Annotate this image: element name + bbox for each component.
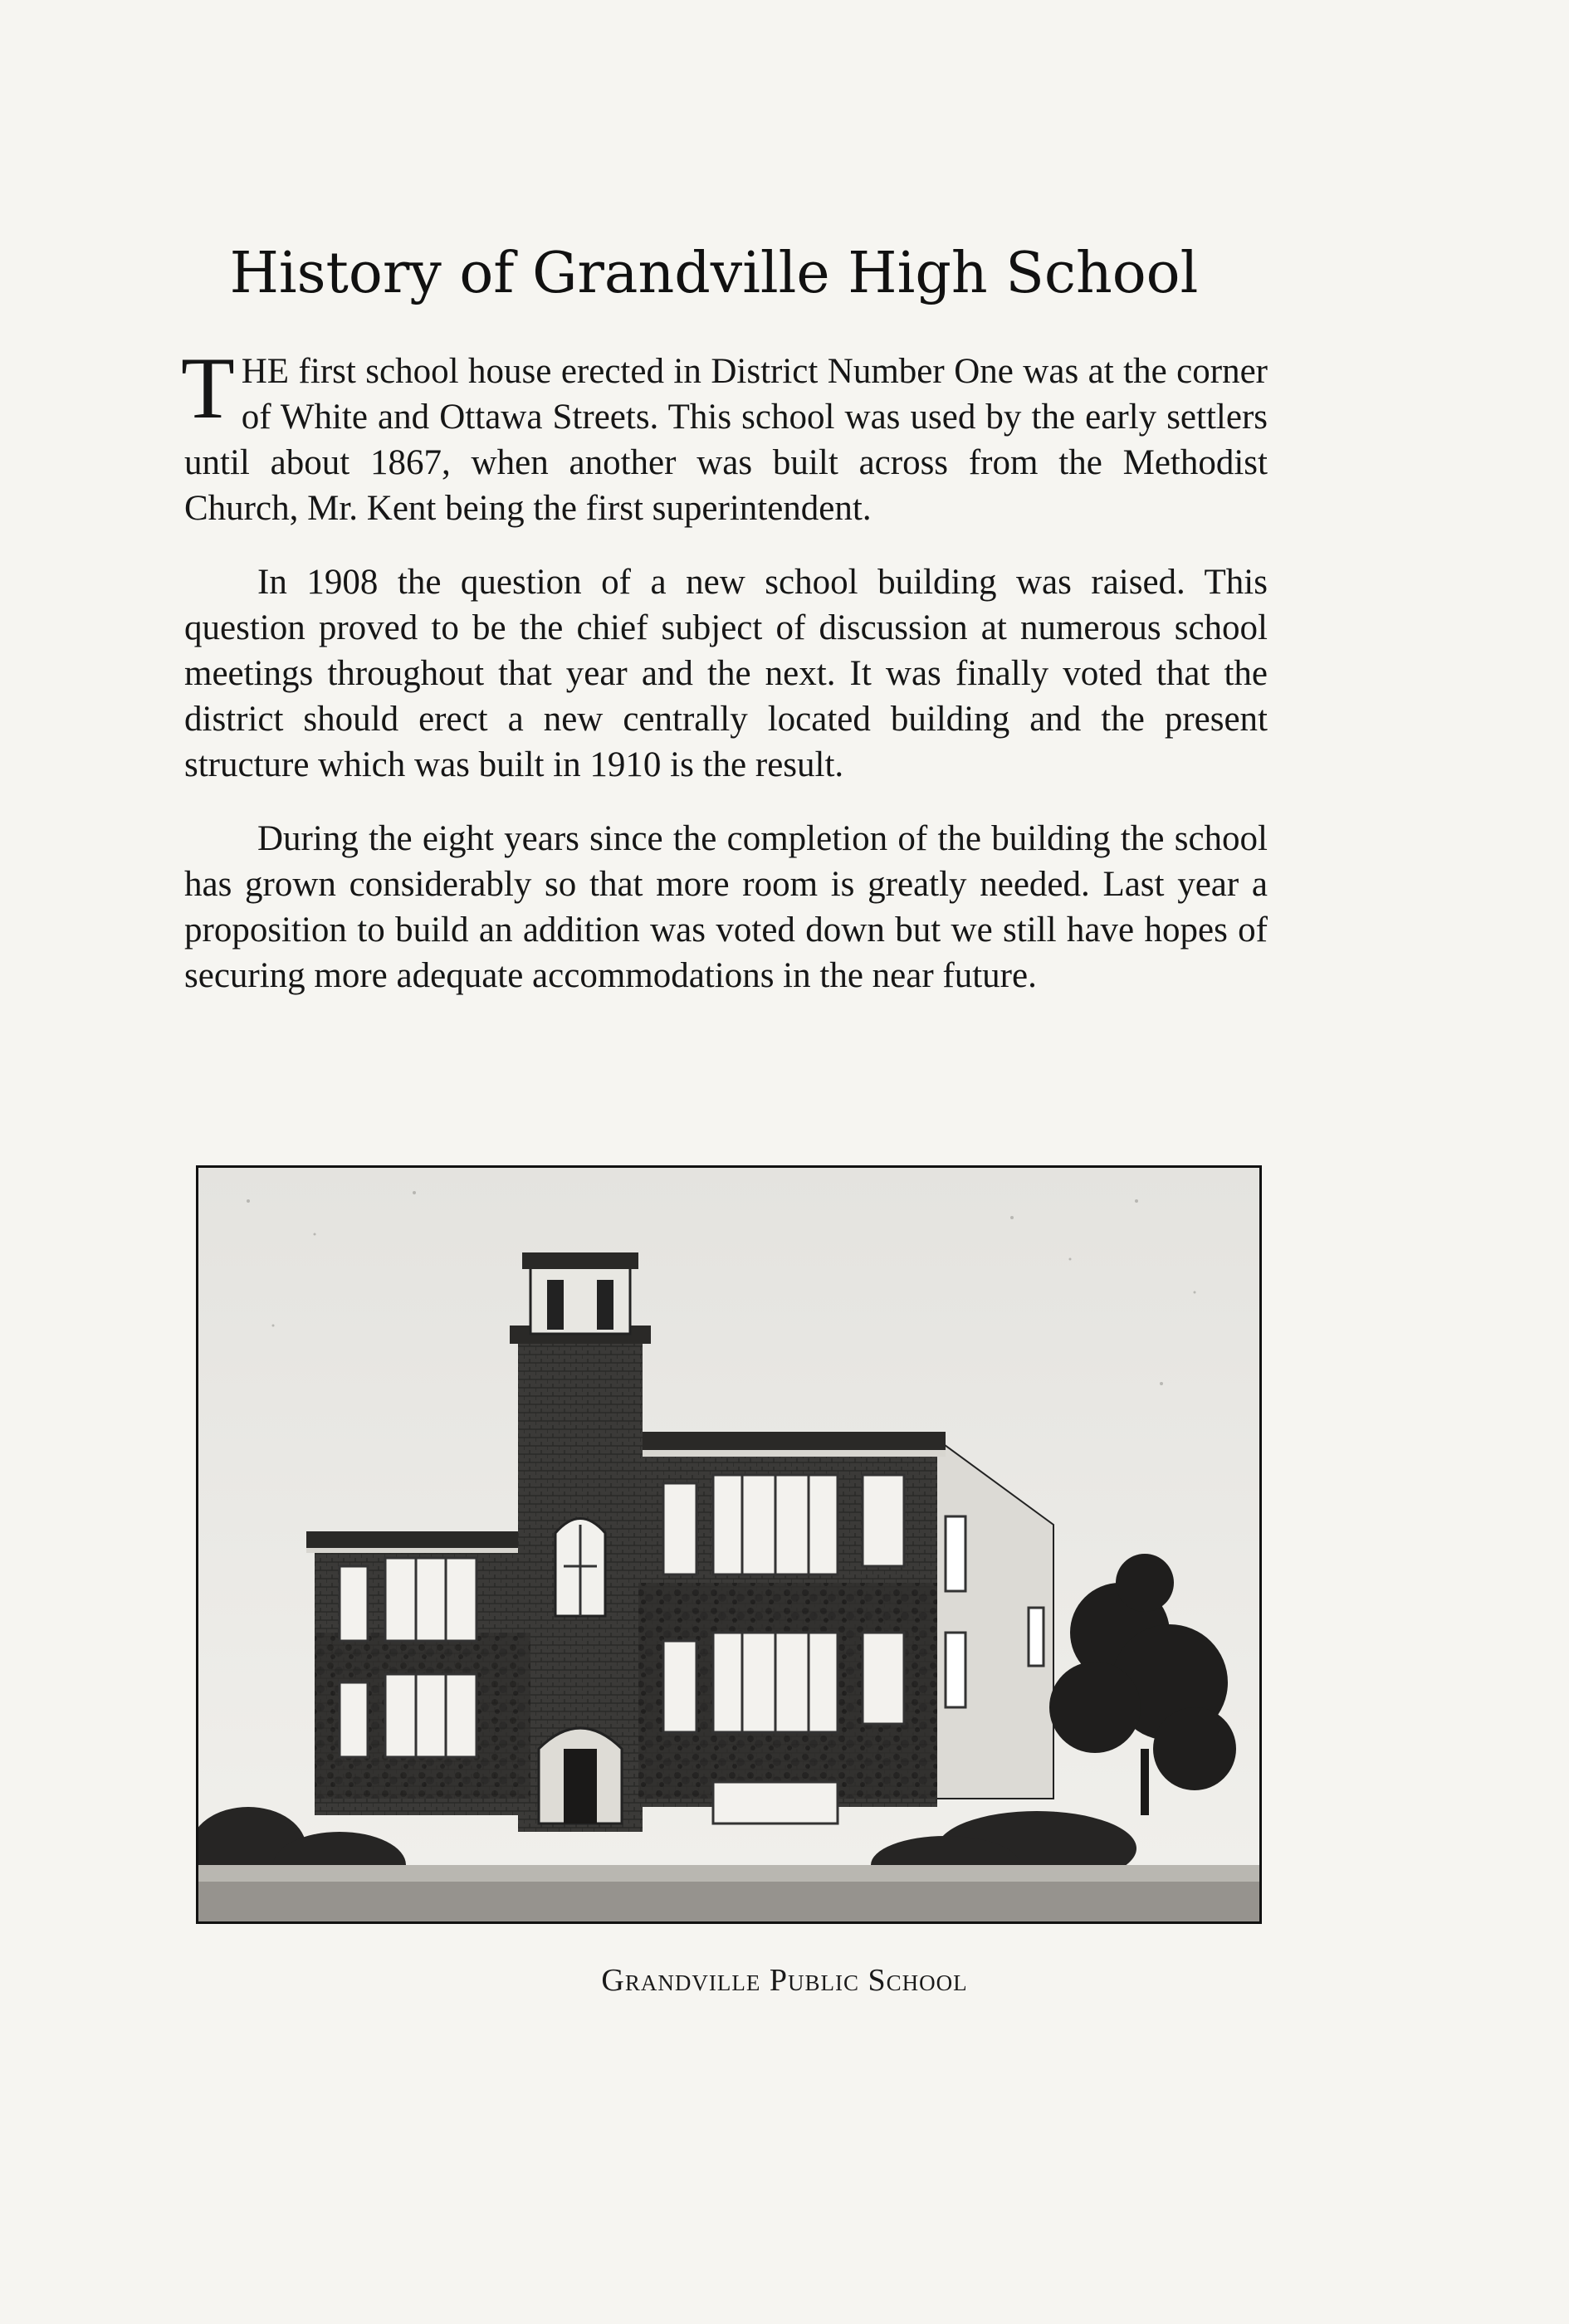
photo-caption: Grandville Public School <box>601 1963 968 1998</box>
paragraph-3: During the eight years since the completion of the building the school has grown considerably so that more room is greatly needed. Last year a proposition to build an addition was voted down but we still have hopes of securing more adequate accommodations in the near future. <box>184 819 1268 995</box>
paragraph-1 <box>181 339 1268 531</box>
article-body <box>181 339 1268 1027</box>
paragraph-1-text: first school house erected in District Number One was at the corner of White and Ottawa Streets. This school was used by the early settlers until about 1867, when another was built across from the Methodist Church, Mr. Kent being the first superintendent. <box>184 352 1268 528</box>
drop-cap: T <box>181 339 235 437</box>
paragraph-2: In 1908 the question of a new school building was raised. This question proved to be the chief subject of discussion at numerous school meetings throughout that year and the next. It was finally voted that the district should erect a new centrally located building and the present structure which was built in 1910 is the result. <box>184 563 1268 784</box>
school-building-illustration <box>198 1168 1259 1921</box>
lead-in: HE <box>241 352 290 391</box>
school-building-photo <box>196 1165 1262 1924</box>
page-title: History of Grandville High School <box>229 241 1199 306</box>
